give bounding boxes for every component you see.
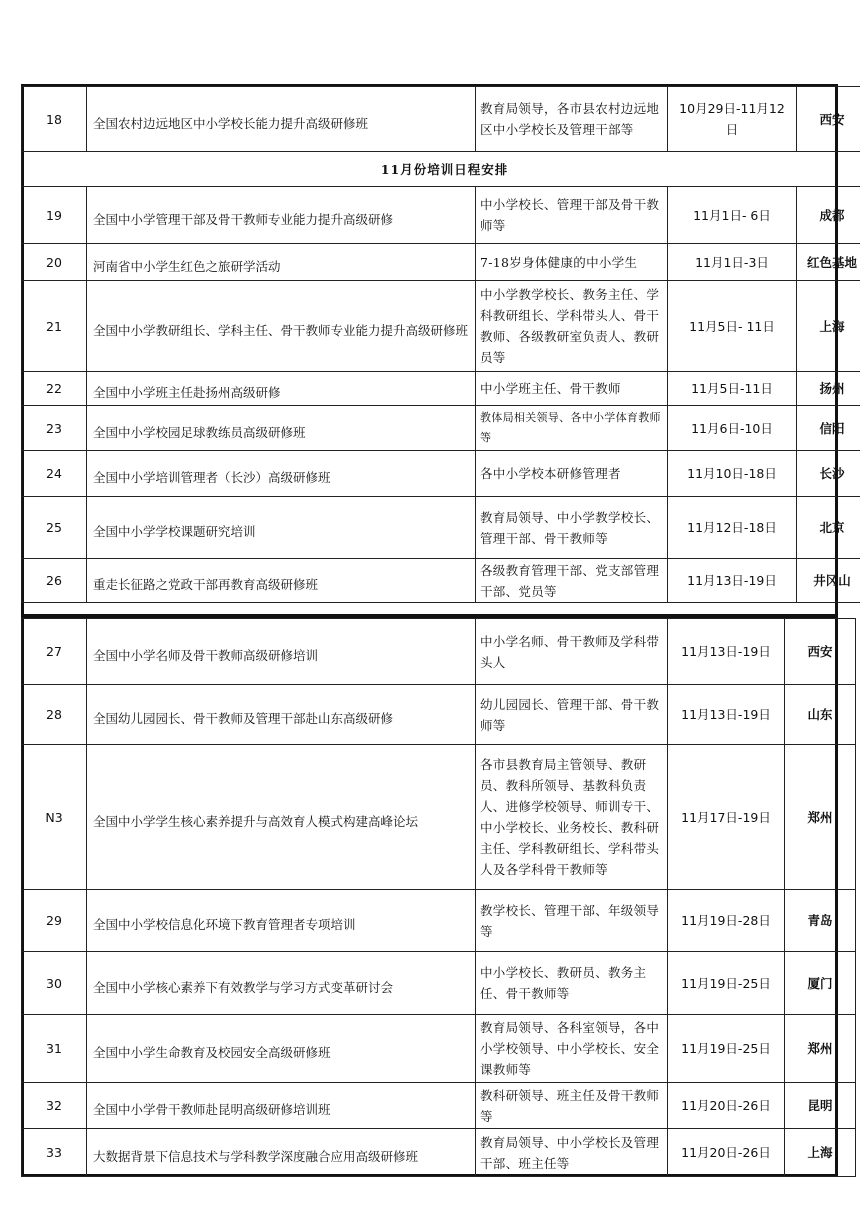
table-row: [22, 685, 856, 745]
course-date: 11月1日- 6日: [668, 187, 797, 244]
course-city: 上海: [797, 281, 860, 372]
month-heading: 11月份培训日程安排: [22, 152, 860, 187]
course-date: 11月19日-25日: [668, 952, 785, 1015]
course-city: 信阳: [797, 406, 860, 451]
course-city: 郑州: [785, 1015, 856, 1083]
course-date: 11月20日-26日: [668, 1083, 785, 1129]
course-date: 10月29日-11月12日: [668, 87, 797, 152]
table-row: [22, 952, 856, 1015]
course-city: 青岛: [785, 890, 856, 952]
course-date: 11月5日- 11日: [668, 281, 797, 372]
course-title: 重走长征路之党政干部再教育高级研修班: [87, 559, 476, 603]
course-city: 西安: [797, 87, 860, 152]
course-date: 11月1日-3日: [668, 244, 797, 281]
course-city: 北京: [797, 497, 860, 559]
row-number: 30: [22, 952, 87, 1015]
course-date: 11月13日-19日: [668, 559, 797, 603]
row-number: 25: [22, 497, 87, 559]
row-number: 19: [22, 187, 87, 244]
course-date: 11月5日-11日: [668, 372, 797, 406]
course-audience: 中小学班主任、骨干教师: [476, 372, 668, 406]
course-audience: 中小学校长、管理干部及骨干教师等: [476, 187, 668, 244]
course-city: 昆明: [785, 1083, 856, 1129]
course-city: 成都: [797, 187, 860, 244]
course-title: 大数据背景下信息技术与学科教学深度融合应用高级研修班: [87, 1129, 476, 1177]
course-title: 全国中小学培训管理者（长沙）高级研修班: [87, 451, 476, 497]
course-title: 全国幼儿园园长、骨干教师及管理干部赴山东高级研修: [87, 685, 476, 745]
course-city: 上海: [785, 1129, 856, 1177]
course-title: 全国农村边远地区中小学校长能力提升高级研修班: [87, 87, 476, 152]
course-title: 全国中小学生命教育及校园安全高级研修班: [87, 1015, 476, 1083]
course-date: 11月20日-26日: [668, 1129, 785, 1177]
course-date: 11月19日-25日: [668, 1015, 785, 1083]
course-date: 11月13日-19日: [668, 619, 785, 685]
table-row: [22, 187, 860, 244]
course-audience: 中小学校长、教研员、教务主任、骨干教师等: [476, 952, 668, 1015]
course-title: 全国中小学名师及骨干教师高级研修培训: [87, 619, 476, 685]
course-city: 井冈山: [797, 559, 860, 603]
course-audience: 各市县教育局主管领导、教研员、教科所领导、基教科负责人、进修学校领导、师训专干、中小学校长、业务校长、教科研主任、学科教研组长、学科带头人及各学科骨干教师等: [476, 745, 668, 890]
table-row: [22, 87, 860, 152]
table-row: [22, 244, 860, 281]
row-number: 18: [22, 87, 87, 152]
month-heading-row: [22, 152, 860, 187]
course-audience: 各中小学校本研修管理者: [476, 451, 668, 497]
row-number: 23: [22, 406, 87, 451]
course-audience: 教育局领导，各市县农村边远地区中小学校长及管理干部等: [476, 87, 668, 152]
course-date: 11月10日-18日: [668, 451, 797, 497]
course-city: 红色基地: [797, 244, 860, 281]
course-title: 全国中小学校园足球教练员高级研修班: [87, 406, 476, 451]
course-title: 全国中小学教研组长、学科主任、骨干教师专业能力提升高级研修班: [87, 281, 476, 372]
course-title: 全国中小学学生核心素养提升与高效育人模式构建高峰论坛: [87, 745, 476, 890]
table-row: [22, 619, 856, 685]
row-number: 20: [22, 244, 87, 281]
row-number: 22: [22, 372, 87, 406]
course-audience: 教育局领导、各科室领导，各中小学校领导、中小学校长、安全课教师等: [476, 1015, 668, 1083]
course-audience: 教学校长、管理干部、年级领导等: [476, 890, 668, 952]
course-audience: 各级教育管理干部、党支部管理干部、党员等: [476, 559, 668, 603]
table-row: [22, 451, 860, 497]
row-number: 21: [22, 281, 87, 372]
table-row: [22, 890, 856, 952]
row-number: 24: [22, 451, 87, 497]
table-row: [22, 745, 856, 890]
course-audience: 教体局相关领导、各中小学体育教师等: [476, 406, 668, 451]
course-audience: 教科研领导、班主任及骨干教师等: [476, 1083, 668, 1129]
table-row: [22, 1129, 856, 1177]
course-city: 郑州: [785, 745, 856, 890]
course-audience: 中小学名师、骨干教师及学科带头人: [476, 619, 668, 685]
course-title: 全国中小学管理干部及骨干教师专业能力提升高级研修: [87, 187, 476, 244]
table-row: [22, 372, 860, 406]
row-number: N3: [22, 745, 87, 890]
course-date: 11月13日-19日: [668, 685, 785, 745]
table-row: [22, 1083, 856, 1129]
row-number: 27: [22, 619, 87, 685]
schedule-table-top: [21, 86, 860, 603]
course-title: 全国中小学骨干教师赴昆明高级研修培训班: [87, 1083, 476, 1129]
course-audience: 幼儿园园长、管理干部、骨干教师等: [476, 685, 668, 745]
table-row: [22, 497, 860, 559]
course-audience: 教育局领导、中小学教学校长、管理干部、骨干教师等: [476, 497, 668, 559]
course-city: 长沙: [797, 451, 860, 497]
row-number: 29: [22, 890, 87, 952]
course-date: 11月12日-18日: [668, 497, 797, 559]
course-date: 11月6日-10日: [668, 406, 797, 451]
course-city: 扬州: [797, 372, 860, 406]
course-title: 全国中小学校信息化环境下教育管理者专项培训: [87, 890, 476, 952]
course-audience: 中小学教学校长、教务主任、学科教研组长、学科带头人、骨干教师、各级教研室负责人、教研员等: [476, 281, 668, 372]
row-number: 32: [22, 1083, 87, 1129]
schedule-table-bottom: [21, 618, 856, 1177]
table-row: [22, 281, 860, 372]
row-number: 28: [22, 685, 87, 745]
course-title: 全国中小学核心素养下有效教学与学习方式变革研讨会: [87, 952, 476, 1015]
course-title: 全国中小学学校课题研究培训: [87, 497, 476, 559]
row-number: 26: [22, 559, 87, 603]
row-number: 33: [22, 1129, 87, 1177]
table-row: [22, 559, 860, 603]
course-date: 11月19日-28日: [668, 890, 785, 952]
table-row: [22, 406, 860, 451]
course-city: 山东: [785, 685, 856, 745]
course-audience: 7-18岁身体健康的中小学生: [476, 244, 668, 281]
row-number: 31: [22, 1015, 87, 1083]
table-row: [22, 1015, 856, 1083]
course-date: 11月17日-19日: [668, 745, 785, 890]
course-city: 厦门: [785, 952, 856, 1015]
course-title: 全国中小学班主任赴扬州高级研修: [87, 372, 476, 406]
course-title: 河南省中小学生红色之旅研学活动: [87, 244, 476, 281]
course-audience: 教育局领导、中小学校长及管理干部、班主任等: [476, 1129, 668, 1177]
course-city: 西安: [785, 619, 856, 685]
